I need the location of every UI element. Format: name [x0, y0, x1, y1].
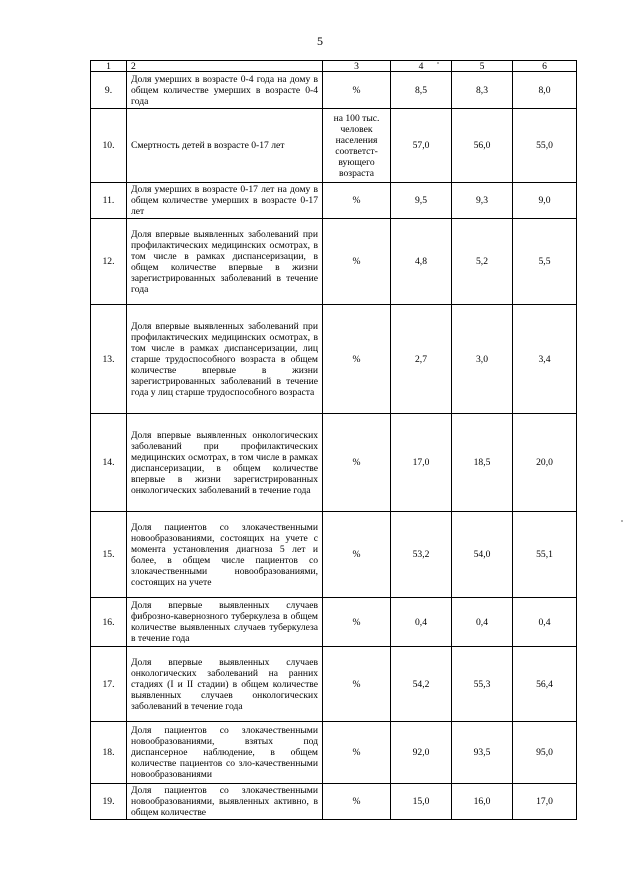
- value-col-6: 55,0: [513, 109, 577, 183]
- scan-speck: [437, 62, 439, 64]
- value-col-4: 57,0: [391, 109, 452, 183]
- indicator-text: Смертность детей в возрасте 0-17 лет: [127, 109, 323, 183]
- table-row: [91, 109, 577, 183]
- row-number: 10.: [91, 109, 127, 183]
- unit-cell: %: [323, 219, 391, 305]
- value-col-5: 16,0: [452, 784, 513, 820]
- value-col-5: 93,5: [452, 722, 513, 784]
- table-row: [91, 784, 577, 820]
- value-col-5: 54,0: [452, 512, 513, 598]
- column-number-2: 2: [127, 61, 323, 72]
- value-col-4: 8,5: [391, 72, 452, 109]
- row-number: 15.: [91, 512, 127, 598]
- value-col-6: 3,4: [513, 305, 577, 414]
- indicator-text: Доля умерших в возрасте 0-4 года на дому в общем количестве умерших в возрасте 0-4 года: [127, 72, 323, 109]
- indicator-text: Доля пациентов со злокачественными новообразованиями, взятых под диспансерное наблюдение, в общем количестве пациентов со зло-качественными новообразованиями: [127, 722, 323, 784]
- unit-cell: %: [323, 647, 391, 722]
- indicator-text: Доля впервые выявленных онкологических заболеваний при профилактических медицинских осмотрах, в том числе в рамках диспансеризации, в общем количестве впервые в жизни зарегистрированных онкологических заболеваний в течение года: [127, 414, 323, 512]
- unit-cell: %: [323, 598, 391, 647]
- unit-cell: %: [323, 183, 391, 219]
- value-col-6: 55,1: [513, 512, 577, 598]
- column-number-5: 5: [452, 61, 513, 72]
- value-col-6: 95,0: [513, 722, 577, 784]
- table-row: [91, 512, 577, 598]
- unit-cell: %: [323, 72, 391, 109]
- indicator-text: Доля умерших в возрасте 0-17 лет на дому в общем количестве умерших в возрасте 0-17 лет: [127, 183, 323, 219]
- value-col-6: 5,5: [513, 219, 577, 305]
- table-row: [91, 598, 577, 647]
- row-number: 16.: [91, 598, 127, 647]
- table-row: [91, 414, 577, 512]
- value-col-5: 5,2: [452, 219, 513, 305]
- value-col-6: 56,4: [513, 647, 577, 722]
- value-col-4: 9,5: [391, 183, 452, 219]
- value-col-5: 9,3: [452, 183, 513, 219]
- column-number-4: 4: [391, 61, 452, 72]
- value-col-4: 15,0: [391, 784, 452, 820]
- value-col-4: 2,7: [391, 305, 452, 414]
- value-col-5: 55,3: [452, 647, 513, 722]
- row-number: 18.: [91, 722, 127, 784]
- value-col-6: 0,4: [513, 598, 577, 647]
- value-col-4: 17,0: [391, 414, 452, 512]
- column-number-3: 3: [323, 61, 391, 72]
- row-number: 9.: [91, 72, 127, 109]
- row-number: 12.: [91, 219, 127, 305]
- value-col-4: 54,2: [391, 647, 452, 722]
- row-number: 17.: [91, 647, 127, 722]
- unit-cell: на 100 тыс. человек населения соответст-вующего возраста: [323, 109, 391, 183]
- table-row: [91, 72, 577, 109]
- value-col-4: 4,8: [391, 219, 452, 305]
- table-row: [91, 219, 577, 305]
- table-row: [91, 722, 577, 784]
- indicators-table: [90, 60, 577, 820]
- value-col-6: 8,0: [513, 72, 577, 109]
- indicator-text: Доля пациентов со злокачественными новообразованиями, выявленных активно, в общем количестве: [127, 784, 323, 820]
- value-col-4: 53,2: [391, 512, 452, 598]
- unit-cell: %: [323, 414, 391, 512]
- value-col-5: 3,0: [452, 305, 513, 414]
- indicator-text: Доля впервые выявленных случаев фиброзно-кавернозного туберкулеза в общем количестве выявленных случаев туберкулеза в течение года: [127, 598, 323, 647]
- indicator-text: Доля впервые выявленных заболеваний при профилактических медицинских осмотрах, в том числе в рамках диспансеризации, лиц старше трудоспособного возраста в общем количестве впервые в жизни зарегистрированных заболеваний в течение года у лиц старше трудоспособного возраста: [127, 305, 323, 414]
- row-number: 14.: [91, 414, 127, 512]
- unit-cell: %: [323, 784, 391, 820]
- value-col-4: 92,0: [391, 722, 452, 784]
- scan-speck: [621, 520, 623, 522]
- page-number: 5: [317, 34, 323, 48]
- row-number: 19.: [91, 784, 127, 820]
- row-number: 13.: [91, 305, 127, 414]
- indicator-text: Доля впервые выявленных заболеваний при профилактических медицинских осмотрах, в том числе в рамках диспансеризации, в общем количестве впервые в жизни зарегистрированных заболеваний в течение года: [127, 219, 323, 305]
- indicator-text: Доля пациентов со злокачественными новообразованиями, состоящих на учете с момента установления диагноза 5 лет и более, в общем числе пациентов со злокачественными новообразованиями, состоящих на учете: [127, 512, 323, 598]
- row-number: 11.: [91, 183, 127, 219]
- unit-cell: %: [323, 722, 391, 784]
- value-col-5: 56,0: [452, 109, 513, 183]
- unit-cell: %: [323, 305, 391, 414]
- value-col-5: 8,3: [452, 72, 513, 109]
- value-col-5: 18,5: [452, 414, 513, 512]
- unit-cell: %: [323, 512, 391, 598]
- column-number-6: 6: [513, 61, 577, 72]
- value-col-4: 0,4: [391, 598, 452, 647]
- value-col-6: 20,0: [513, 414, 577, 512]
- column-number-1: 1: [91, 61, 127, 72]
- indicator-text: Доля впервые выявленных случаев онкологических заболеваний на ранних стадиях (I и II стадии) в общем количестве выявленных случаев онкологических заболеваний в течение года: [127, 647, 323, 722]
- value-col-6: 17,0: [513, 784, 577, 820]
- table-row: [91, 305, 577, 414]
- table-row: [91, 647, 577, 722]
- table-row: [91, 183, 577, 219]
- table-header-row: [91, 61, 577, 72]
- value-col-6: 9,0: [513, 183, 577, 219]
- value-col-5: 0,4: [452, 598, 513, 647]
